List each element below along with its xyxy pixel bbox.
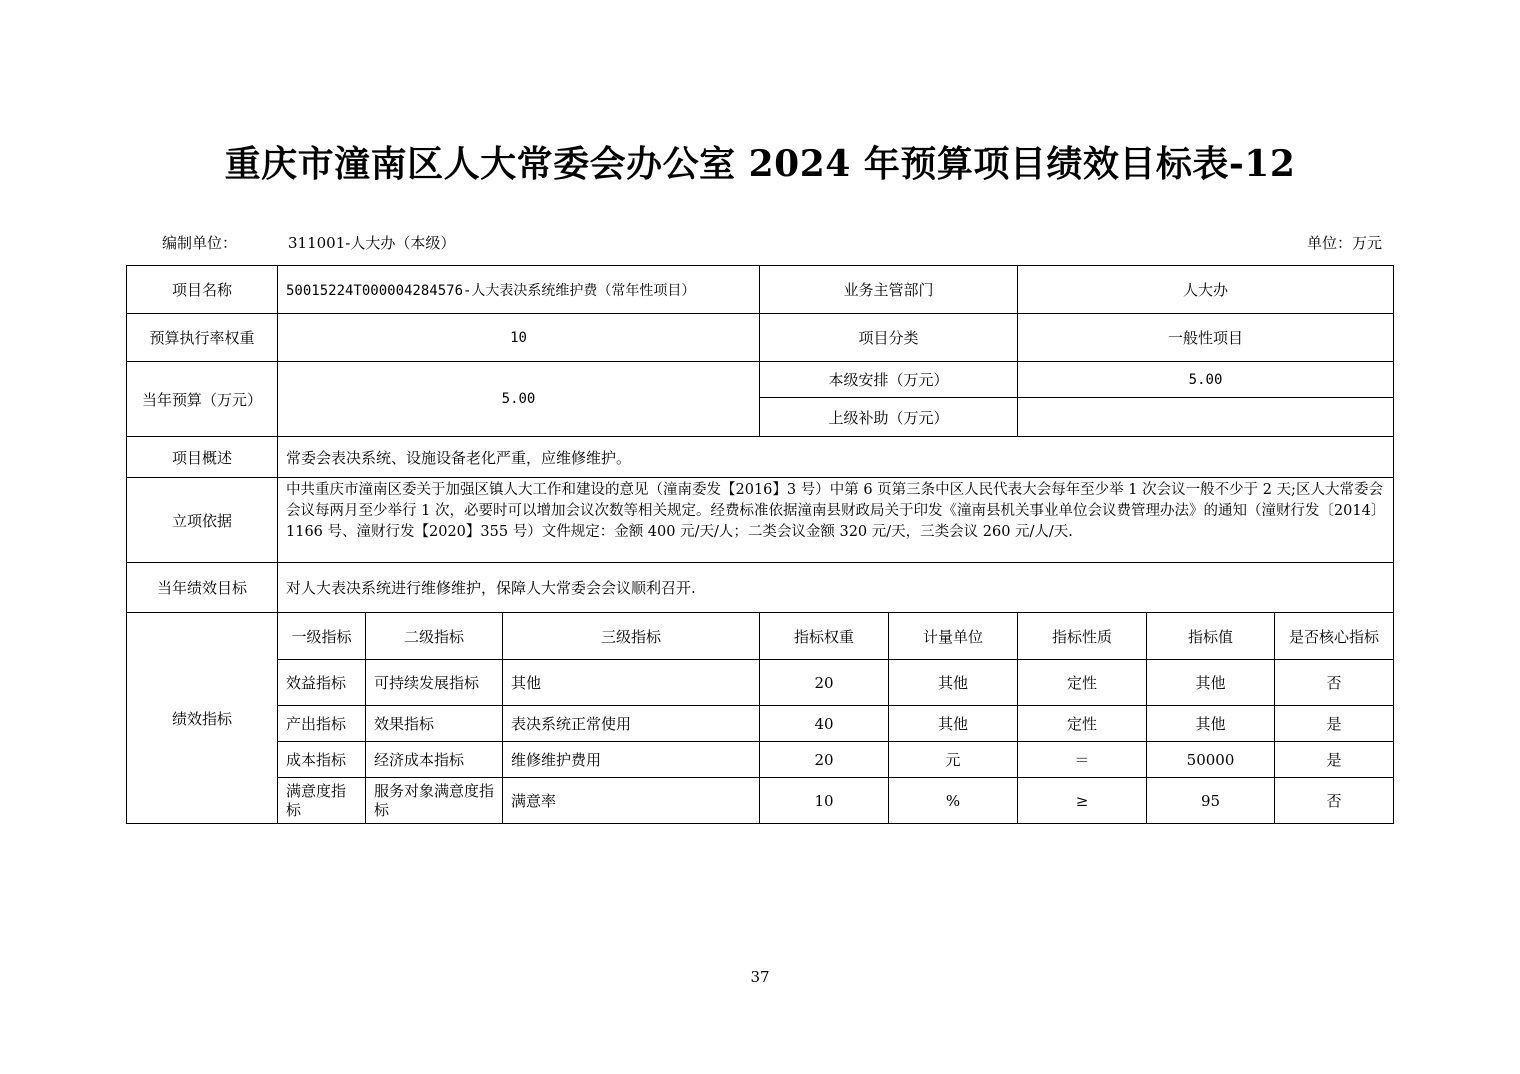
header-nature: 指标性质 — [1018, 613, 1147, 660]
header-weight: 指标权重 — [760, 613, 889, 660]
cell-nature: ＝ — [1018, 742, 1147, 778]
row-basis — [127, 478, 1394, 563]
cell-unit: 元 — [889, 742, 1018, 778]
cell-level1: 满意度指标 — [278, 778, 366, 824]
row-budget-local — [127, 362, 1394, 398]
header-value: 指标值 — [1147, 613, 1275, 660]
performance-table — [126, 265, 1394, 824]
basis-label: 立项依据 — [127, 478, 278, 563]
indicator-row — [127, 706, 1394, 742]
basis-value: 中共重庆市潼南区委关于加强区镇人大工作和建设的意见（潼南委发【2016】3 号）中第 6 页第三条中区人民代表大会每年至少举 1 次会议一般不少于 2 天;区人大常委会会议每两月至少举行 1 次，必要时可以增加会议次数等相关规定。经费标准依据潼南县财政局关于印发《潼南县机关事业单位会议费管理办法》的通知（潼财行发〔2014〕1166 号、潼财行发【2020】355 号）文件规定：金额 400 元/天/人；二类会议金额 320 元/天，三类会议 260 元/人/天. — [278, 478, 1394, 563]
cell-level3: 满意率 — [503, 778, 760, 824]
indicators-section-label: 绩效指标 — [127, 613, 278, 824]
project-name-label: 项目名称 — [127, 266, 278, 314]
cell-core: 否 — [1275, 660, 1394, 706]
indicator-header-row — [127, 613, 1394, 660]
page-title: 重庆市潼南区人大常委会办公室 2024 年预算项目绩效目标表-12 — [224, 143, 1296, 185]
cell-level1: 成本指标 — [278, 742, 366, 778]
header-core: 是否核心指标 — [1275, 613, 1394, 660]
cell-core: 否 — [1275, 778, 1394, 824]
unit-value: 311001-人大办（本级） — [288, 234, 456, 252]
local-value: 5.00 — [1018, 362, 1394, 398]
cell-level2: 服务对象满意度指标 — [366, 778, 503, 824]
overview-label: 项目概述 — [127, 437, 278, 478]
indicator-row — [127, 742, 1394, 778]
cell-weight: 20 — [760, 742, 889, 778]
goal-value: 对人大表决系统进行维修维护，保障人大常委会会议顺利召开. — [278, 563, 1394, 613]
row-overview — [127, 437, 1394, 478]
cell-level2: 经济成本指标 — [366, 742, 503, 778]
cell-value: 50000 — [1147, 742, 1275, 778]
cell-unit: 其他 — [889, 706, 1018, 742]
page-number: 37 — [750, 968, 770, 986]
cell-unit: 其他 — [889, 660, 1018, 706]
indicator-row — [127, 660, 1394, 706]
cell-value: 其他 — [1147, 660, 1275, 706]
cell-core: 是 — [1275, 742, 1394, 778]
dept-value: 人大办 — [1018, 266, 1394, 314]
unit-label: 编制单位： — [162, 234, 238, 252]
category-value: 一般性项目 — [1018, 314, 1394, 362]
weight-label: 预算执行率权重 — [127, 314, 278, 362]
cell-value: 其他 — [1147, 706, 1275, 742]
cell-nature: ≥ — [1018, 778, 1147, 824]
cell-level3: 维修维护费用 — [503, 742, 760, 778]
cell-nature: 定性 — [1018, 660, 1147, 706]
row-weight — [127, 314, 1394, 362]
upper-label: 上级补助（万元） — [760, 398, 1018, 437]
cell-unit: % — [889, 778, 1018, 824]
cell-level2: 效果指标 — [366, 706, 503, 742]
row-goal — [127, 563, 1394, 613]
category-label: 项目分类 — [760, 314, 1018, 362]
cell-weight: 20 — [760, 660, 889, 706]
dept-label: 业务主管部门 — [760, 266, 1018, 314]
indicator-row — [127, 778, 1394, 824]
header-level3: 三级指标 — [503, 613, 760, 660]
cell-core: 是 — [1275, 706, 1394, 742]
local-label: 本级安排（万元） — [760, 362, 1018, 398]
budget-label: 当年预算（万元） — [127, 362, 278, 437]
currency-label: 单位：万元 — [1306, 234, 1382, 252]
goal-label: 当年绩效目标 — [127, 563, 278, 613]
row-project-name — [127, 266, 1394, 314]
header-unit: 计量单位 — [889, 613, 1018, 660]
cell-level3: 其他 — [503, 660, 760, 706]
weight-value: 10 — [278, 314, 760, 362]
budget-value: 5.00 — [278, 362, 760, 437]
project-name-value: 50015224T000004284576-人大表决系统维护费（常年性项目） — [278, 266, 760, 314]
cell-level2: 可持续发展指标 — [366, 660, 503, 706]
cell-weight: 40 — [760, 706, 889, 742]
cell-level1: 产出指标 — [278, 706, 366, 742]
header-level2: 二级指标 — [366, 613, 503, 660]
cell-value: 95 — [1147, 778, 1275, 824]
header-level1: 一级指标 — [278, 613, 366, 660]
cell-nature: 定性 — [1018, 706, 1147, 742]
overview-value: 常委会表决系统、设施设备老化严重，应维修维护。 — [278, 437, 1394, 478]
cell-weight: 10 — [760, 778, 889, 824]
cell-level1: 效益指标 — [278, 660, 366, 706]
cell-level3: 表决系统正常使用 — [503, 706, 760, 742]
upper-value — [1018, 398, 1394, 437]
